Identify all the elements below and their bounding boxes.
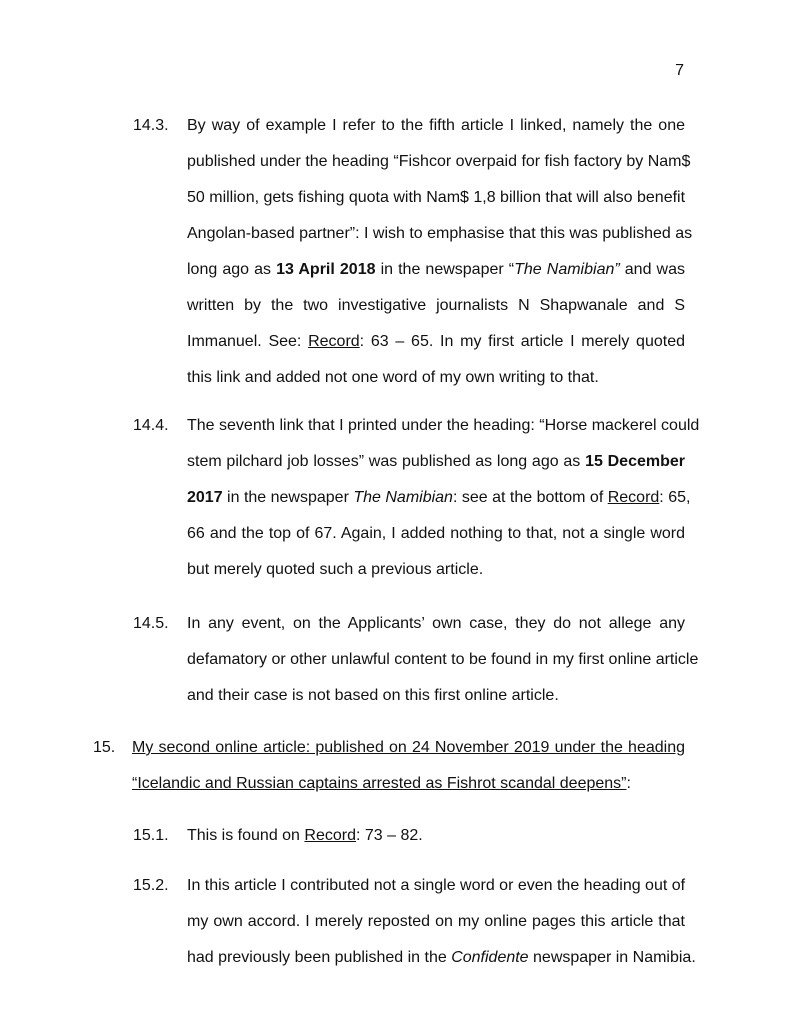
text-run: : — [626, 775, 631, 792]
section-heading — [132, 730, 685, 802]
paragraph-number: 14.4. — [133, 417, 169, 434]
text-line: written by the two investigative journalists N Shapwanale and S — [187, 297, 685, 314]
text-run: in the newspaper — [222, 489, 354, 506]
text-line: my own accord. I merely reposted on my online pages this article that — [187, 913, 685, 930]
paragraph-number: 14.5. — [133, 615, 169, 632]
paragraph-body — [187, 818, 685, 854]
text-run: : 73 – 82. — [355, 827, 423, 844]
text-run: and was — [619, 261, 686, 278]
text-line — [187, 444, 685, 480]
date-bold: 15 December — [585, 453, 685, 470]
text-run: : 65, — [659, 489, 691, 506]
text-line: By way of example I refer to the fifth article I linked, namely the one — [187, 117, 685, 134]
record-reference: Record — [304, 827, 356, 844]
text-line — [187, 252, 685, 288]
text-line: In any event, on the Applicants’ own case, they do not allege any — [187, 615, 685, 632]
date-bold: 13 April 2018 — [276, 261, 376, 278]
text-run: This is found on — [187, 827, 305, 844]
text-line: published under the heading “Fishcor overpaid for fish factory by Nam$ — [187, 153, 691, 170]
text-line: this link and added not one word of my own writing to that. — [187, 369, 599, 386]
text-line: but merely quoted such a previous article. — [187, 561, 484, 578]
paragraph-body — [187, 606, 699, 714]
text-line: The seventh link that I printed under the heading: “Horse mackerel could — [187, 417, 700, 434]
date-bold: 2017 — [187, 489, 223, 506]
text-run: : 63 – 65. In my first article I merely quoted — [359, 333, 685, 350]
record-reference: Record — [308, 333, 360, 350]
page-number: 7 — [675, 62, 684, 79]
paragraph-body — [187, 108, 693, 396]
text-line — [187, 940, 696, 976]
text-line — [187, 480, 691, 516]
heading-line: My second online article: published on 24 November 2019 under the heading — [132, 739, 685, 756]
text-run: stem pilchard job losses” was published as long ago as — [187, 453, 586, 470]
newspaper-title: The Namibian” — [514, 261, 620, 278]
text-line: 50 million, gets fishing quota with Nam$ 1,8 billion that will also benefit — [187, 189, 686, 206]
paragraph-body — [187, 868, 696, 976]
newspaper-title: Confidente — [451, 949, 529, 966]
text-run: long ago as — [187, 261, 277, 278]
text-run: Immanuel. See: — [187, 333, 309, 350]
text-line — [187, 324, 685, 360]
text-line: Angolan-based partner”: I wish to emphasise that this was published as — [187, 225, 693, 242]
text-line: defamatory or other unlawful content to be found in my first online article — [187, 651, 699, 668]
text-line — [187, 818, 685, 854]
text-line: In this article I contributed not a single word or even the heading out of — [187, 877, 686, 894]
text-run: had previously been published in the — [187, 949, 452, 966]
text-line: and their case is not based on this first online article. — [187, 687, 559, 704]
paragraph-body — [187, 408, 700, 588]
text-run: newspaper in Namibia. — [528, 949, 696, 966]
paragraph-number: 15.2. — [133, 877, 169, 894]
heading-line — [132, 766, 685, 802]
newspaper-title: The Namibian — [353, 489, 453, 506]
paragraph-number: 14.3. — [133, 117, 169, 134]
paragraph-number: 15.1. — [133, 827, 169, 844]
text-run: : see at the bottom of — [452, 489, 608, 506]
text-line: 66 and the top of 67. Again, I added nothing to that, not a single word — [187, 525, 685, 542]
article-title: “Icelandic and Russian captains arrested as Fishrot scandal deepens” — [132, 775, 627, 792]
paragraph-number: 15. — [93, 739, 116, 756]
text-run: in the newspaper “ — [375, 261, 515, 278]
record-reference: Record — [607, 489, 660, 506]
